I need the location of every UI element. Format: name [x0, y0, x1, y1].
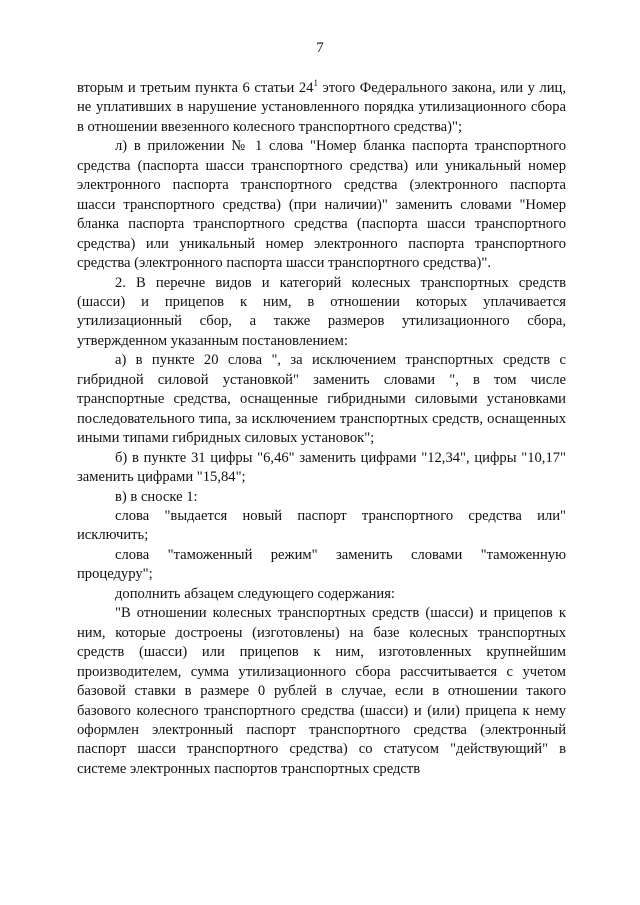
paragraph-words-replace: слова "таможенный режим" заменить словами "таможенную процедуру";: [77, 546, 566, 583]
paragraph-text-part: вторым и третьим пункта 6 статьи 24: [77, 80, 314, 96]
paragraph-item-a: а) в пункте 20 слова ", за исключением транспортных средств с гибридной силовой установкой" заменить словами ", в том числе транспортные средства, оснащенные гибридными силовыми установками последовательного типа, за исключением транспортных средств, оснащенных иными типами гибридных силовых установок";: [77, 352, 566, 447]
paragraph-section-2: 2. В перечне видов и категорий колесных транспортных средств (шасси) и прицепов к ним, в отношении которых уплачивается утилизационный сбор, а также размеров утилизационного сбора, утвержденном указанным постановлением:: [77, 274, 566, 349]
paragraph-quoted-text: "В отношении колесных транспортных средств (шасси) и прицепов к ним, которые достроены (изготовлены) на базе колесных транспортных средств (шасси) или прицепов к ним, изготовленных крупнейшим производителем, сумма утилизационного сбора рассчитывается с учетом базовой ставки в размере 0 рублей в случае, если в отношении такого базового колесного транспортного средства (шасси) и (или) прицепа к нему оформлен электронный паспорт транспортного средства (электронный паспорт шасси транспортного средства) со статусом "действующий" в системе электронных паспортов транспортных средств: [77, 605, 566, 777]
superscript-number: 1: [313, 78, 318, 89]
paragraph-continuation: [77, 79, 566, 137]
paragraph-add-abzats: дополнить абзацем следующего содержания:: [115, 585, 395, 602]
paragraph-item-v: в) в сноске 1:: [115, 488, 198, 505]
document-body: [77, 79, 566, 779]
paragraph-item-l: л) в приложении № 1 слова "Номер бланка паспорта транспортного средства (паспорта шасси транспортного средства) или уникальный номер электронного паспорта транспортного средства (электронного паспорта шасси транспортного средства) (при наличии)" заменить словами "Номер бланка паспорта транспортного средства (паспорта шасси транспортного средства) или уникальный номер электронного паспорта транспортного средства (электронного паспорта шасси транспортного средства)".: [77, 138, 566, 272]
paragraph-text-part: этого Федерального закона, или у лиц, не уплативших в нарушение установленного порядка утилизационного сбора в отношении ввезенного колесного транспортного средства)";: [77, 80, 567, 135]
page-number: 7: [316, 40, 324, 56]
paragraph-item-b: б) в пункте 31 цифры "6,46" заменить цифрами "12,34", цифры "10,17" заменить цифрами "15,84";: [77, 449, 566, 486]
paragraph-words-exclude: слова "выдается новый паспорт транспортного средства или" исключить;: [77, 507, 566, 544]
